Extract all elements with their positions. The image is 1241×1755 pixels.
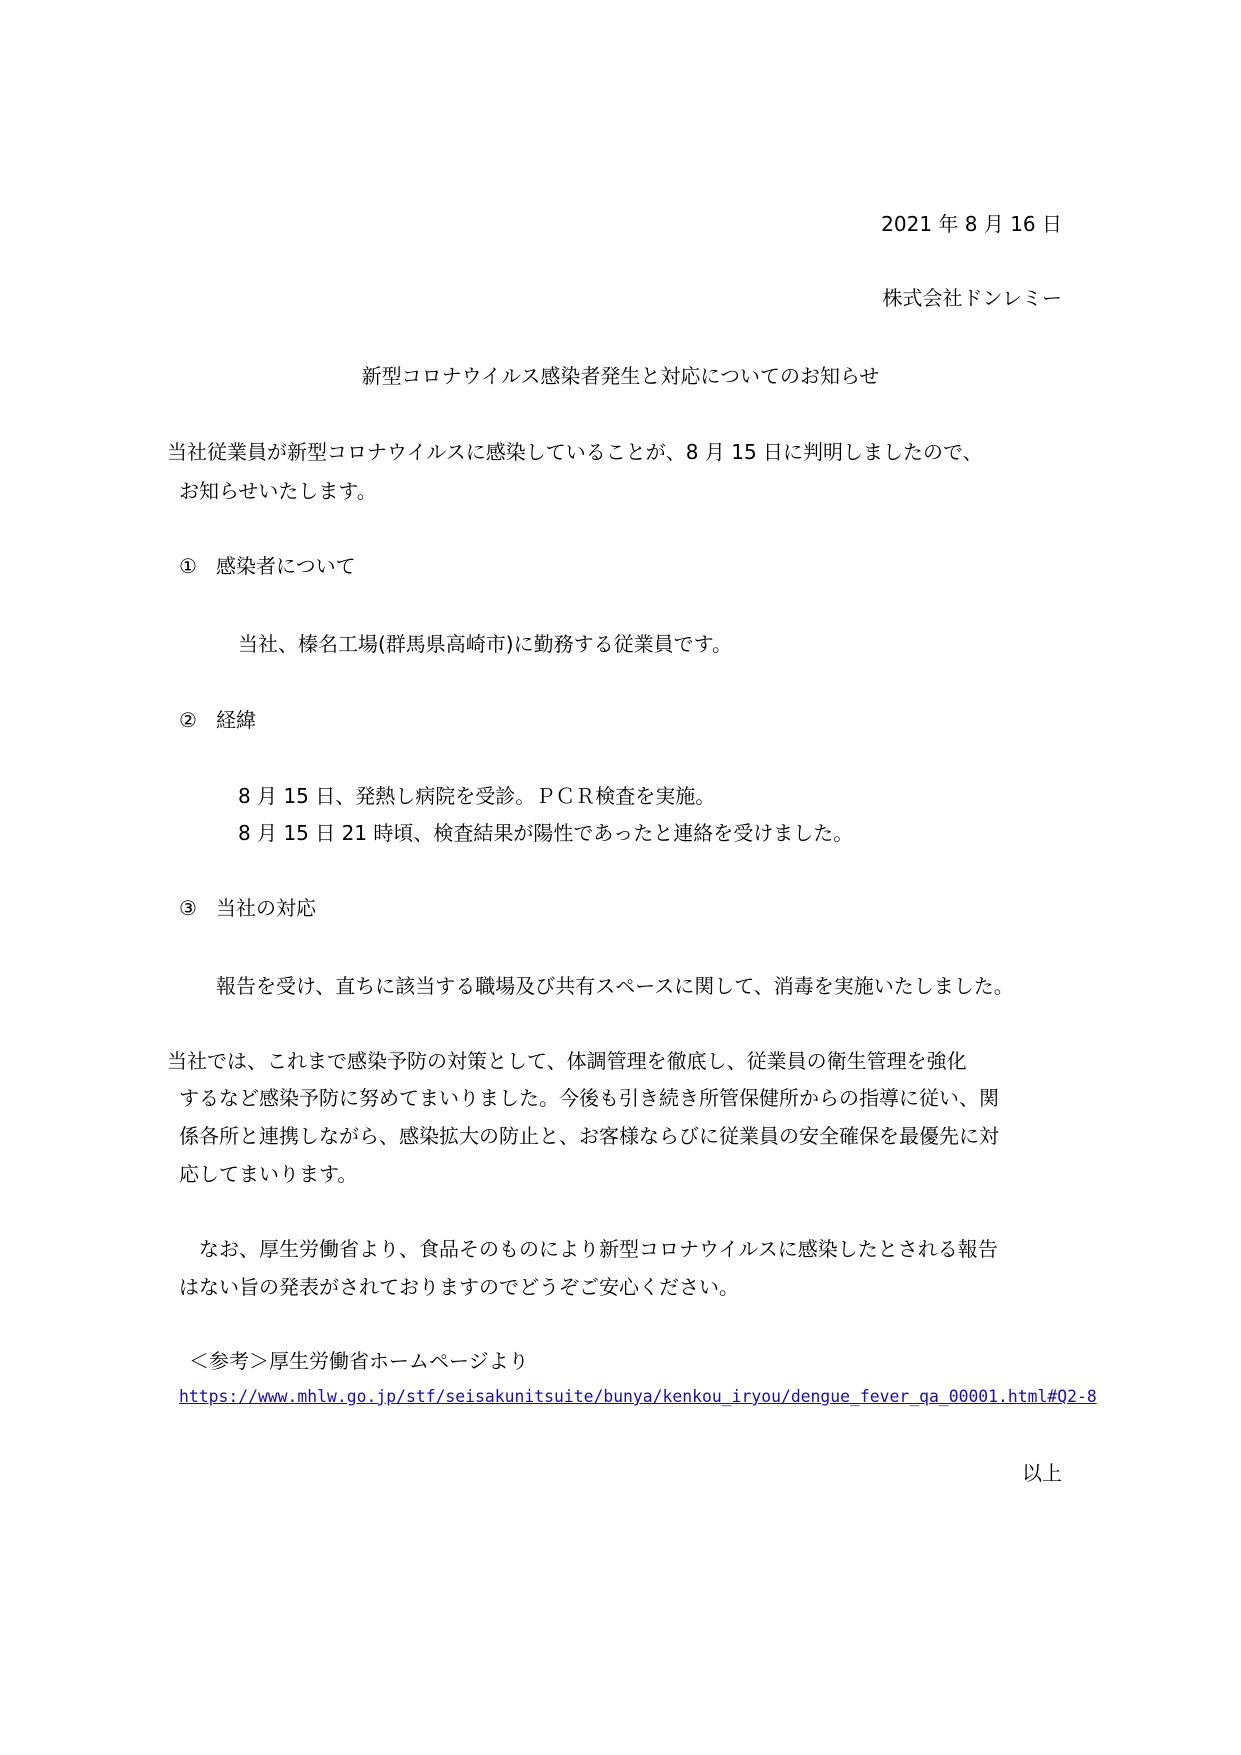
section-body-line: 報告を受け、直ちに該当する職場及び共有スペースに関して、消毒を実施いたしました。 xyxy=(216,974,1014,998)
intro-paragraph-line-1: 当社従業員が新型コロナウイルスに感染していることが、8 月 15 日に判明しましたので、 xyxy=(167,440,983,464)
section-heading: 当社の対応 xyxy=(216,896,316,920)
section-heading: 感染者について xyxy=(216,554,356,578)
reference-link[interactable]: https://www.mhlw.go.jp/stf/seisakunitsuite/bunya/kenkou_iryou/dengue_fever_qa_00001.html#Q2-8 xyxy=(179,1387,1097,1406)
section-body-line: 8 月 15 日 21 時頃、検査結果が陽性であったと連絡を受けました。 xyxy=(238,821,854,845)
section-marker: ② xyxy=(179,708,197,732)
closing-mark: 以上 xyxy=(1022,1461,1062,1485)
note-line-1: なお、厚生労働省より、食品そのものにより新型コロナウイルスに感染したとされる報告 xyxy=(199,1237,998,1261)
document-date: 2021 年 8 月 16 日 xyxy=(881,212,1062,236)
section-heading: 経緯 xyxy=(216,708,256,732)
section-body-line: 8 月 15 日、発熱し病院を受診。ＰＣＲ検査を実施。 xyxy=(238,784,716,808)
section-body-line: 当社、榛名工場(群馬県高崎市)に勤務する従業員です。 xyxy=(238,632,733,656)
reference-label: ＜参考＞厚生労働省ホームページより xyxy=(189,1349,529,1373)
policy-line-4: 応してまいります。 xyxy=(179,1162,358,1186)
company-name: 株式会社ドンレミー xyxy=(882,286,1062,310)
section-marker: ③ xyxy=(179,896,197,920)
note-line-2: はない旨の発表がされておりますのでどうぞご安心ください。 xyxy=(179,1275,739,1299)
policy-line-1: 当社では、これまで感染予防の対策として、体調管理を徹底し、従業員の衛生管理を強化 xyxy=(167,1049,967,1073)
section-marker: ① xyxy=(179,554,197,578)
policy-line-2: するなど感染予防に努めてまいりました。今後も引き続き所管保健所からの指導に従い、関 xyxy=(179,1086,999,1110)
document-title: 新型コロナウイルス感染者発生と対応についてのお知らせ xyxy=(361,364,880,388)
intro-paragraph-line-2: お知らせいたします。 xyxy=(179,479,377,503)
policy-line-3: 係各所と連携しながら、感染拡大の防止と、お客様ならびに従業員の安全確保を最優先に対 xyxy=(179,1124,999,1148)
